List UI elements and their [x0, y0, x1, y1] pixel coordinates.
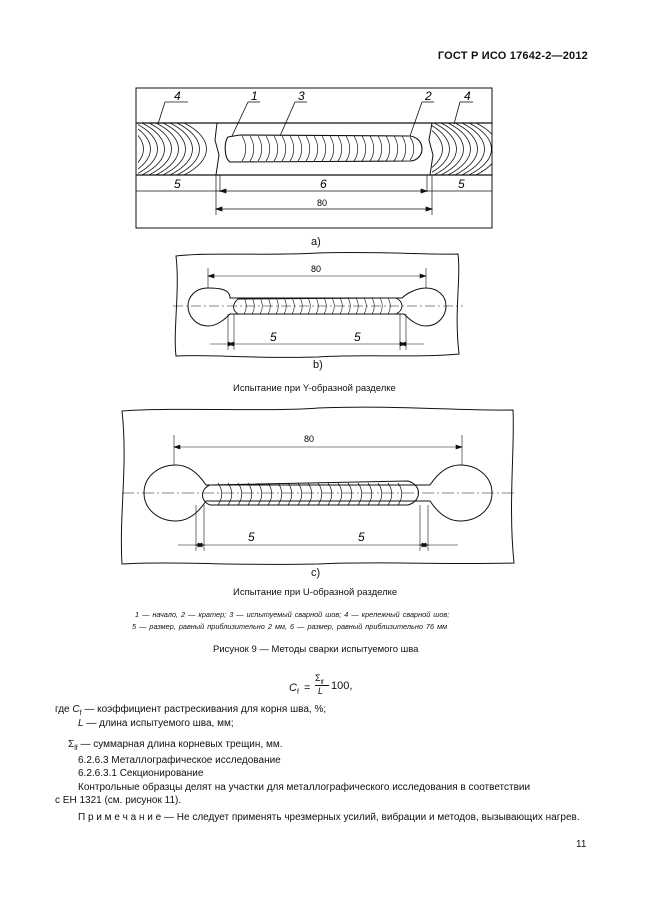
caption-c: c): [311, 567, 321, 579]
def-text: — коэффициент растрескивания для корня шва, %;: [84, 704, 327, 715]
def-sub: lf: [74, 745, 78, 752]
formula-num-sub: lf: [320, 679, 324, 686]
formula-sigma: Σ: [315, 673, 321, 683]
legend-line-2: 5 — размер, равный приблизительно 2 мм, 6 — размер, равный приблизительно 76 мм: [132, 622, 448, 631]
def-text: — суммарная длина корневых трещин, мм.: [80, 739, 283, 750]
label-4-left: 4: [174, 89, 181, 103]
label-3: 3: [298, 89, 305, 103]
figure-a: [120, 80, 510, 250]
dim-6: 6: [320, 177, 327, 191]
title-y-groove: Испытание при Y-образной разделке: [233, 383, 396, 394]
figure-title: Рисунок 9 — Методы сварки испытуемого шва: [213, 644, 419, 655]
note-label: П р и м е ч а н и е: [78, 812, 162, 823]
paragraph-line-2: с ЕН 1321 (см. рисунок 11).: [55, 795, 182, 806]
def-sym: C: [72, 704, 80, 715]
dim-80: 80: [311, 264, 322, 274]
title-u-groove: Испытание при U-образной разделке: [233, 587, 398, 598]
dim-5-left: 5: [174, 177, 181, 191]
definition-l: [78, 717, 234, 731]
label-1: 1: [251, 89, 258, 103]
label-4-right: 4: [464, 89, 471, 103]
dim-5-right: 5: [358, 530, 365, 544]
figure-b: [168, 250, 468, 365]
note: [78, 811, 580, 825]
label-2: 2: [425, 89, 432, 103]
dim-80: 80: [317, 198, 328, 208]
figure-c: [118, 405, 518, 570]
def-sym: Σ: [68, 739, 75, 750]
formula-eq: =: [304, 682, 311, 694]
def-sub: f: [79, 710, 82, 717]
section-6-2-6-3: 6.2.6.3 Металлографическое исследование: [78, 755, 281, 766]
caption-a: a): [311, 236, 321, 248]
standard-header: ГОСТ Р ИСО 17642-2—2012: [437, 50, 588, 62]
legend-line-1: 1 — начало, 2 — кратер; 3 — испытуемый сварной шов; 4 — крепежный сварной шов;: [135, 610, 450, 619]
formula: [289, 674, 369, 702]
formula-lhs: C: [289, 682, 297, 694]
dim-5-left: 5: [248, 530, 255, 544]
def-text: — длина испытуемого шва, мм;: [86, 718, 234, 729]
page-number: 11: [576, 839, 587, 850]
formula-factor: 100,: [331, 680, 353, 692]
formula-lhs-sub: f: [296, 689, 299, 697]
dim-80: 80: [304, 434, 315, 444]
def-sym: L: [78, 718, 84, 729]
formula-num: [315, 673, 324, 686]
section-6-2-6-3-1: 6.2.6.3.1 Секционирование: [78, 768, 204, 779]
where-word: где: [55, 704, 70, 715]
dim-5-right: 5: [354, 330, 361, 344]
caption-b: b): [313, 359, 323, 371]
note-text: — Не следует применять чрезмерных усилий, вибрации и методов, вызывающих нагрев.: [161, 812, 580, 823]
dim-5-left: 5: [270, 330, 277, 344]
paragraph-line-1: Контрольные образцы делят на участки для металлографического исследования в соответствии: [78, 782, 531, 793]
formula-den: L: [318, 686, 324, 696]
dim-5-right: 5: [458, 177, 465, 191]
